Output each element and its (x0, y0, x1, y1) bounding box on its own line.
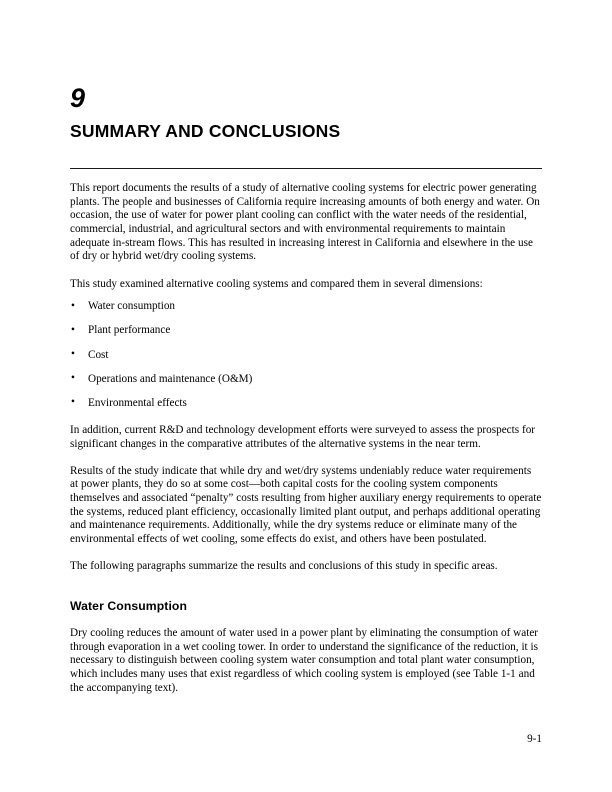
paragraph-rd-efforts: In addition, current R&D and technology development efforts were surveyed to assess the prospects for significant changes in the comparative attributes of the alternative systems in the near term. (70, 424, 536, 450)
dimensions-bullet-list (70, 300, 542, 410)
bullet-icon: • (71, 348, 75, 361)
bullet-icon: • (71, 396, 75, 409)
list-item-label: Operations and maintenance (O&M) (88, 372, 253, 385)
list-item-label: Environmental effects (88, 396, 187, 409)
list-item-label: Cost (88, 348, 109, 361)
paragraph-results: Results of the study indicate that while dry and wet/dry systems undeniably reduce water requirements at power plants, they do so at some cost—both capital costs for the cooling system components themselves and associated “penalty” costs resulting from higher auxiliary energy requirements to operate the systems, reduced plant efficiency, occasionally limited plant output, and perhaps additional operating and maintenance requirements. Additionally, while the dry systems reduce or eliminate many of the environmental effects of wet cooling, some effects do exist, and others have been postulated. (70, 464, 542, 546)
list-item (70, 349, 542, 363)
list-item (70, 324, 542, 338)
title-divider (70, 168, 542, 169)
chapter-title: SUMMARY AND CONCLUSIONS (70, 121, 341, 141)
list-item (70, 397, 542, 411)
paragraph-following: The following paragraphs summarize the results and conclusions of this study in specific areas. (70, 560, 498, 573)
paragraph-intro: This report documents the results of a study of alternative cooling systems for electric power generating plants. The people and businesses of California require increasing amounts of both energy and water. On occasion, the use of water for power plant cooling can conflict with the water needs of the residential, commercial, industrial, and agricultural sectors and with environmental requirements to maintain adequate in-stream flows. This has resulted in increasing interest in California and elsewhere in the use of dry or hybrid wet/dry cooling systems. (70, 182, 540, 263)
list-item (70, 300, 542, 314)
list-item (70, 373, 542, 387)
chapter-number: 9 (70, 83, 85, 113)
list-item-label: Plant performance (88, 324, 171, 337)
bullet-icon: • (71, 372, 75, 385)
page-content (70, 0, 542, 695)
section-heading-water-consumption: Water Consumption (70, 598, 188, 613)
page-number: 9-1 (527, 733, 542, 745)
paragraph-dimensions-lead: This study examined alternative cooling systems and compared them in several dimensions: (70, 277, 483, 290)
list-item-label: Water consumption (88, 300, 176, 313)
bullet-icon: • (71, 323, 75, 336)
paragraph-water-consumption: Dry cooling reduces the amount of water used in a power plant by eliminating the consumption of water through evaporation in a wet cooling tower. In order to understand the significance of the reduction, it is necessary to distinguish between cooling system water consumption and total plant water consumption, which includes many uses that exist regardless of which cooling system is employed (see Table 1-1 and the accompanying text). (70, 627, 539, 694)
bullet-icon: • (71, 299, 75, 312)
